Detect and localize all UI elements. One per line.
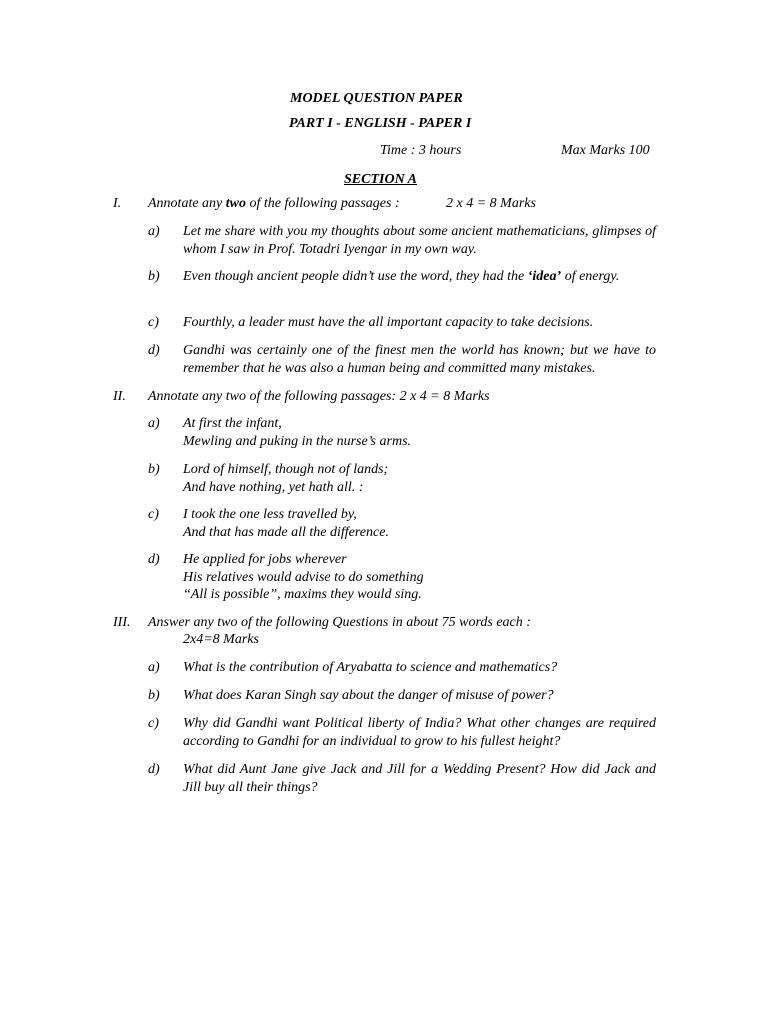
q1-item-d-label: d) — [148, 343, 160, 358]
q1-item-c-text: Fourthly, a leader must have the all important capacity to take decisions. — [183, 315, 594, 330]
question-2-text: Annotate any two of the following passages: 2 x 4 = 8 Marks — [148, 389, 490, 404]
question-1-text-pre: Annotate any — [148, 196, 226, 211]
q2-item-d-text — [183, 551, 656, 604]
q1-item-c-label: c) — [148, 315, 159, 330]
q2-item-c-line-1: I took the one less travelled by, — [183, 507, 357, 522]
question-1-number: I. — [113, 196, 122, 211]
q2-item-d-line-2: His relatives would advise to do something — [183, 569, 424, 585]
question-1-marks: 2 x 4 = 8 Marks — [446, 196, 536, 211]
question-1-text — [148, 195, 400, 212]
q3-item-c-text: Why did Gandhi want Political liberty of India? What other changes are required according to Gandhi for an individual to grow to his fullest height? — [183, 716, 656, 749]
q1-item-a-label: a) — [148, 224, 160, 239]
q2-item-a-text — [183, 415, 656, 450]
q3-item-b-text: What does Karan Singh say about the danger of misuse of power? — [183, 688, 554, 703]
q2-item-b-text — [183, 461, 656, 496]
q3-item-a-text: What is the contribution of Aryabatta to science and mathematics? — [183, 660, 558, 675]
q1-item-b-label: b) — [148, 269, 160, 284]
q2-item-a-line-2: Mewling and puking in the nurse’s arms. — [183, 433, 412, 449]
q2-item-c-text — [183, 506, 656, 541]
q1-item-b-bold: ‘idea’ — [527, 269, 562, 284]
q2-item-c-label: c) — [148, 507, 159, 522]
q1-item-b-text — [183, 268, 656, 286]
q2-item-b-line-1: Lord of himself, though not of lands; — [183, 462, 389, 477]
q1-item-a-text: Let me share with you my thoughts about some ancient mathematicians, glimpses of whom I saw in Prof. Totadri Iyengar in my own way. — [183, 224, 656, 257]
q3-item-a-label: a) — [148, 660, 160, 675]
section-heading: SECTION A — [344, 172, 418, 187]
q2-item-a-line-1: At first the infant, — [183, 416, 282, 431]
q1-item-b-post: of energy. — [561, 269, 620, 284]
q1-item-b-pre: Even though ancient people didn’t use the word, they had the — [183, 269, 528, 284]
question-2-number: II. — [113, 389, 126, 404]
q3-item-d-text: What did Aunt Jane give Jack and Jill for a Wedding Present? How did Jack and Jill buy all their things? — [183, 762, 656, 795]
question-3-number: III. — [113, 615, 131, 630]
question-3-marks: 2x4=8 Marks — [183, 632, 259, 647]
q3-item-c-label: c) — [148, 716, 159, 731]
question-3-text: Answer any two of the following Questions in about 75 words each : — [148, 615, 531, 630]
q2-item-c-line-2: And that has made all the difference. — [183, 524, 389, 540]
paper-part: PART I - ENGLISH - PAPER I — [289, 116, 472, 131]
q2-item-d-line-1: He applied for jobs wherever — [183, 552, 347, 567]
paper-max-marks: Max Marks 100 — [561, 143, 650, 158]
question-1-text-bold: two — [225, 196, 246, 211]
q1-item-d-text: Gandhi was certainly one of the finest men the world has known; but we have to remember that he was also a human being and committed many mistakes. — [183, 343, 656, 376]
paper-time: Time : 3 hours — [380, 143, 462, 158]
q2-item-b-label: b) — [148, 462, 160, 477]
paper-title: MODEL QUESTION PAPER — [290, 91, 463, 106]
q3-item-d-label: d) — [148, 762, 160, 777]
q2-item-d-label: d) — [148, 552, 160, 567]
q3-item-b-label: b) — [148, 688, 160, 703]
q2-item-d-line-3: “All is possible”, maxims they would sing. — [183, 587, 422, 602]
question-1-text-post: of the following passages : — [246, 196, 400, 211]
q2-item-a-label: a) — [148, 416, 160, 431]
q2-item-b-line-2: And have nothing, yet hath all. : — [183, 479, 364, 495]
